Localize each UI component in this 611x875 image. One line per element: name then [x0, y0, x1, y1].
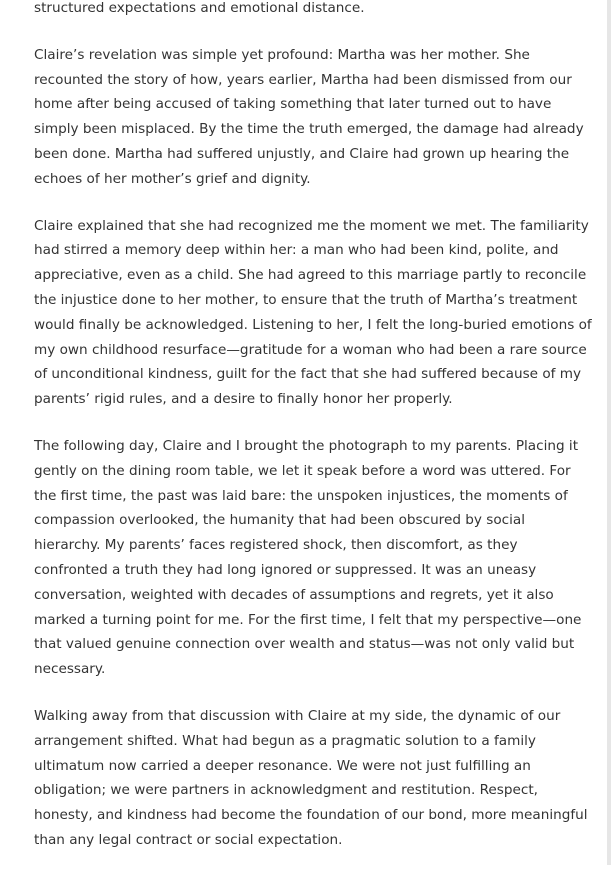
paragraph-3: Claire explained that she had recognized me the moment we met. The familiarity had stirred a memory deep within her: a man who had been kind, polite, and appreciative, even as a child. She had agreed to this marriage partly to reconcile the injustice done to her mother, to ensure that the truth of Martha’s treatment would finally be acknowledged. Listening to her, I felt the long-buried emotions of my own childhood resurface—gratitude for a woman who had been a rare source of unconditional kindness, guilt for the fact that she had suffered because of my parents’ rigid rules, and a desire to finally honor her properly. — [34, 217, 592, 408]
paragraph-2: Claire’s revelation was simple yet profound: Martha was her mother. She recounted the story of how, years earlier, Martha had been dismissed from our home after being accused of taking something that later turned out to have simply been misplaced. By the time the truth emerged, the damage had already been done. Martha had suffered unjustly, and Claire had grown up hearing the echoes of her mother’s grief and dignity. — [34, 46, 584, 187]
paragraph-4: The following day, Claire and I brought the photograph to my parents. Placing it gently on the dining room table, we let it speak before a word was uttered. For the first time, the past was laid bare: the unspoken injustices, the moments of compassion overlooked, the humanity that had been obscured by social hierarchy. My parents’ faces registered shock, then discomfort, as they confronted a truth they had long ignored or suppressed. It was an uneasy conversation, weighted with decades of assumptions and regrets, yet it also marked a turning point for me. For the first time, I felt that my perspective—one that valued genuine connection over wealth and status—was not only valid but necessary. — [34, 437, 582, 678]
paragraph-1: structured expectations and emotional distance. — [34, 0, 365, 16]
paragraph-5: Walking away from that discussion with Claire at my side, the dynamic of our arrangement shifted. What had begun as a pragmatic solution to a family ultimatum now carried a deeper resonance. We were not just fulfilling an obligation; we were partners in acknowledgment and restitution. Respect, honesty, and kindness had become the foundation of our bond, more meaningful than any legal contract or social expectation. — [34, 707, 588, 848]
article-body — [34, 0, 594, 875]
scrollbar[interactable] — [607, 0, 611, 865]
